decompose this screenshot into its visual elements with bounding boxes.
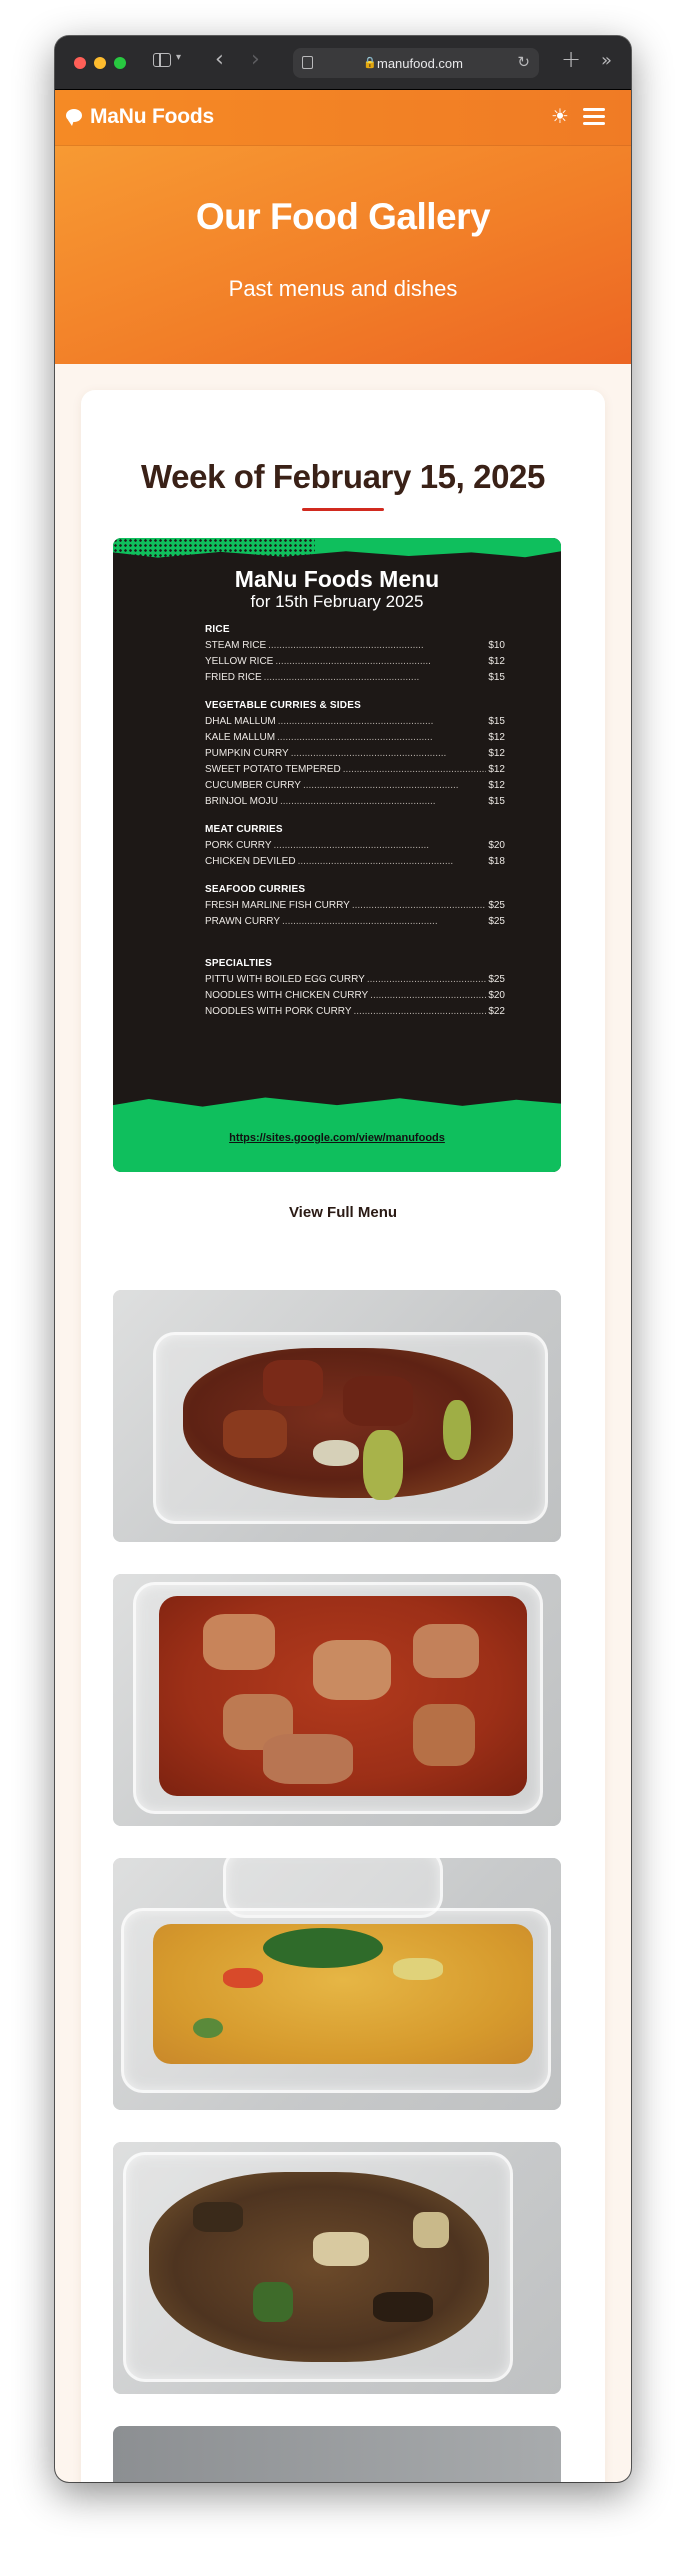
hero-banner xyxy=(55,146,631,364)
menu-item-name: NOODLES WITH CHICKEN CURRY xyxy=(205,990,369,1001)
site-header xyxy=(55,90,631,146)
page-icon[interactable] xyxy=(302,56,313,69)
menu-item-name: STEAM RICE xyxy=(205,640,267,651)
dot-leader xyxy=(370,988,486,1004)
dot-leader xyxy=(278,714,487,730)
dish-photo-fish-curry[interactable] xyxy=(113,1574,561,1826)
menu-item-price: $20 xyxy=(488,840,505,851)
menu-item-name: FRIED RICE xyxy=(205,672,262,683)
menu-item-price: $15 xyxy=(488,716,505,727)
page-viewport xyxy=(55,90,631,2482)
close-window-button[interactable] xyxy=(74,57,86,69)
menu-item-price: $10 xyxy=(488,640,505,651)
poster-menu-item xyxy=(205,638,505,654)
menu-item-price: $20 xyxy=(488,990,505,1001)
dot-leader xyxy=(277,730,486,746)
dish-photo-chicken-deviled[interactable] xyxy=(113,1290,561,1542)
menu-item-price: $25 xyxy=(488,974,505,985)
menu-item-name: PITTU WITH BOILED EGG CURRY xyxy=(205,974,365,985)
menu-item-price: $18 xyxy=(488,856,505,867)
reload-icon[interactable]: ↻ xyxy=(517,53,530,71)
speech-bubble-icon[interactable] xyxy=(66,109,82,122)
poster-section-heading: SEAFOOD CURRIES xyxy=(205,884,306,895)
title-underline xyxy=(302,508,384,511)
browser-toolbar xyxy=(55,36,631,90)
menu-item-name: SWEET POTATO TEMPERED xyxy=(205,764,341,775)
poster-url: https://sites.google.com/view/manufoods xyxy=(229,1132,445,1144)
gallery-card xyxy=(81,390,605,2482)
view-full-menu-link[interactable]: View Full Menu xyxy=(288,1204,398,1221)
dot-leader xyxy=(352,898,486,914)
menu-item-price: $22 xyxy=(488,1006,505,1017)
poster-menu-item xyxy=(205,988,505,1004)
dot-leader xyxy=(268,638,486,654)
sidebar-icon[interactable] xyxy=(153,53,171,67)
hero-subtitle: Past menus and dishes xyxy=(228,276,458,301)
poster-menu-item xyxy=(205,1004,505,1020)
menu-item-price: $12 xyxy=(488,748,505,759)
poster-section-heading: MEAT CURRIES xyxy=(205,824,283,835)
address-bar[interactable] xyxy=(293,48,539,78)
poster-section xyxy=(205,956,505,1020)
chevron-right-icon[interactable]: › xyxy=(251,47,260,72)
poster-section-heading: SPECIALTIES xyxy=(205,958,273,969)
week-title: Week of February 15, 2025 xyxy=(141,458,545,495)
poster-menu-item xyxy=(205,854,505,870)
dot-leader xyxy=(275,654,486,670)
menu-item-price: $25 xyxy=(488,900,505,911)
menu-item-price: $12 xyxy=(488,780,505,791)
menu-item-name: CUCUMBER CURRY xyxy=(205,780,301,791)
chevron-left-icon[interactable]: ‹ xyxy=(215,47,224,72)
poster-section xyxy=(205,822,505,870)
menu-item-name: NOODLES WITH PORK CURRY xyxy=(205,1006,352,1017)
dot-leader xyxy=(282,914,486,930)
minimize-window-button[interactable] xyxy=(94,57,106,69)
url-text[interactable]: manufood.com xyxy=(377,56,463,71)
zoom-window-button[interactable] xyxy=(114,57,126,69)
menu-item-name: DHAL MALLUM xyxy=(205,716,276,727)
dish-photo-cucumber-curry[interactable] xyxy=(113,1858,561,2110)
menu-item-price: $25 xyxy=(488,916,505,927)
poster-menu-item xyxy=(205,914,505,930)
menu-item-price: $12 xyxy=(488,764,505,775)
dot-leader xyxy=(303,778,486,794)
dot-leader xyxy=(298,854,487,870)
food xyxy=(149,2172,489,2362)
menu-item-name: PUMPKIN CURRY xyxy=(205,748,289,759)
menu-item-name: PORK CURRY xyxy=(205,840,272,851)
poster-menu-item xyxy=(205,898,505,914)
poster-title: MaNu Foods Menu xyxy=(234,566,440,592)
sun-icon[interactable]: ☀ xyxy=(551,104,569,128)
site-name[interactable]: MaNu Foods xyxy=(90,105,214,128)
poster-section-heading: VEGETABLE CURRIES & SIDES xyxy=(205,700,361,711)
poster-top-texture xyxy=(113,538,315,564)
dot-leader xyxy=(264,670,487,686)
poster-section xyxy=(205,622,505,686)
menu-poster-image[interactable] xyxy=(113,538,561,1172)
dot-leader xyxy=(280,794,486,810)
browser-window xyxy=(55,36,631,2482)
poster-section-heading: RICE xyxy=(205,624,230,635)
poster-menu-item xyxy=(205,794,505,810)
poster-section xyxy=(205,882,505,930)
poster-section xyxy=(205,698,505,810)
dot-leader xyxy=(354,1004,487,1020)
poster-menu-item xyxy=(205,838,505,854)
menu-item-price: $12 xyxy=(488,732,505,743)
menu-item-price: $15 xyxy=(488,796,505,807)
poster-menu-item xyxy=(205,778,505,794)
hamburger-icon[interactable] xyxy=(583,106,605,126)
menu-item-name: PRAWN CURRY xyxy=(205,916,281,927)
poster-menu-item xyxy=(205,670,505,686)
poster-menu-list xyxy=(205,622,505,1032)
chevron-down-icon[interactable]: ▾ xyxy=(176,52,182,63)
poster-subtitle: for 15th February 2025 xyxy=(250,592,424,611)
menu-item-price: $12 xyxy=(488,656,505,667)
dot-leader xyxy=(274,838,487,854)
plus-icon[interactable]: + xyxy=(561,45,582,73)
menu-item-name: BRINJOL MOJU xyxy=(205,796,278,807)
poster-menu-item xyxy=(205,654,505,670)
poster-menu-item xyxy=(205,746,505,762)
dot-leader xyxy=(291,746,487,762)
dish-photo-brinjol-moju[interactable] xyxy=(113,2142,561,2394)
poster-menu-item xyxy=(205,730,505,746)
menu-item-name: KALE MALLUM xyxy=(205,732,276,743)
menu-item-name: CHICKEN DEVILED xyxy=(205,856,296,867)
poster-menu-item xyxy=(205,762,505,778)
poster-menu-item xyxy=(205,972,505,988)
dot-leader xyxy=(367,972,486,988)
poster-menu-item xyxy=(205,714,505,730)
lock-icon: 🔒 xyxy=(363,57,377,69)
dot-leader xyxy=(343,762,487,778)
menu-item-name: YELLOW RICE xyxy=(205,656,274,667)
dish-photo-partial[interactable] xyxy=(113,2426,561,2482)
double-chevron-icon[interactable]: » xyxy=(601,50,613,71)
menu-item-name: FRESH MARLINE FISH CURRY xyxy=(205,900,350,911)
menu-item-price: $15 xyxy=(488,672,505,683)
hero-title: Our Food Gallery xyxy=(195,196,491,237)
